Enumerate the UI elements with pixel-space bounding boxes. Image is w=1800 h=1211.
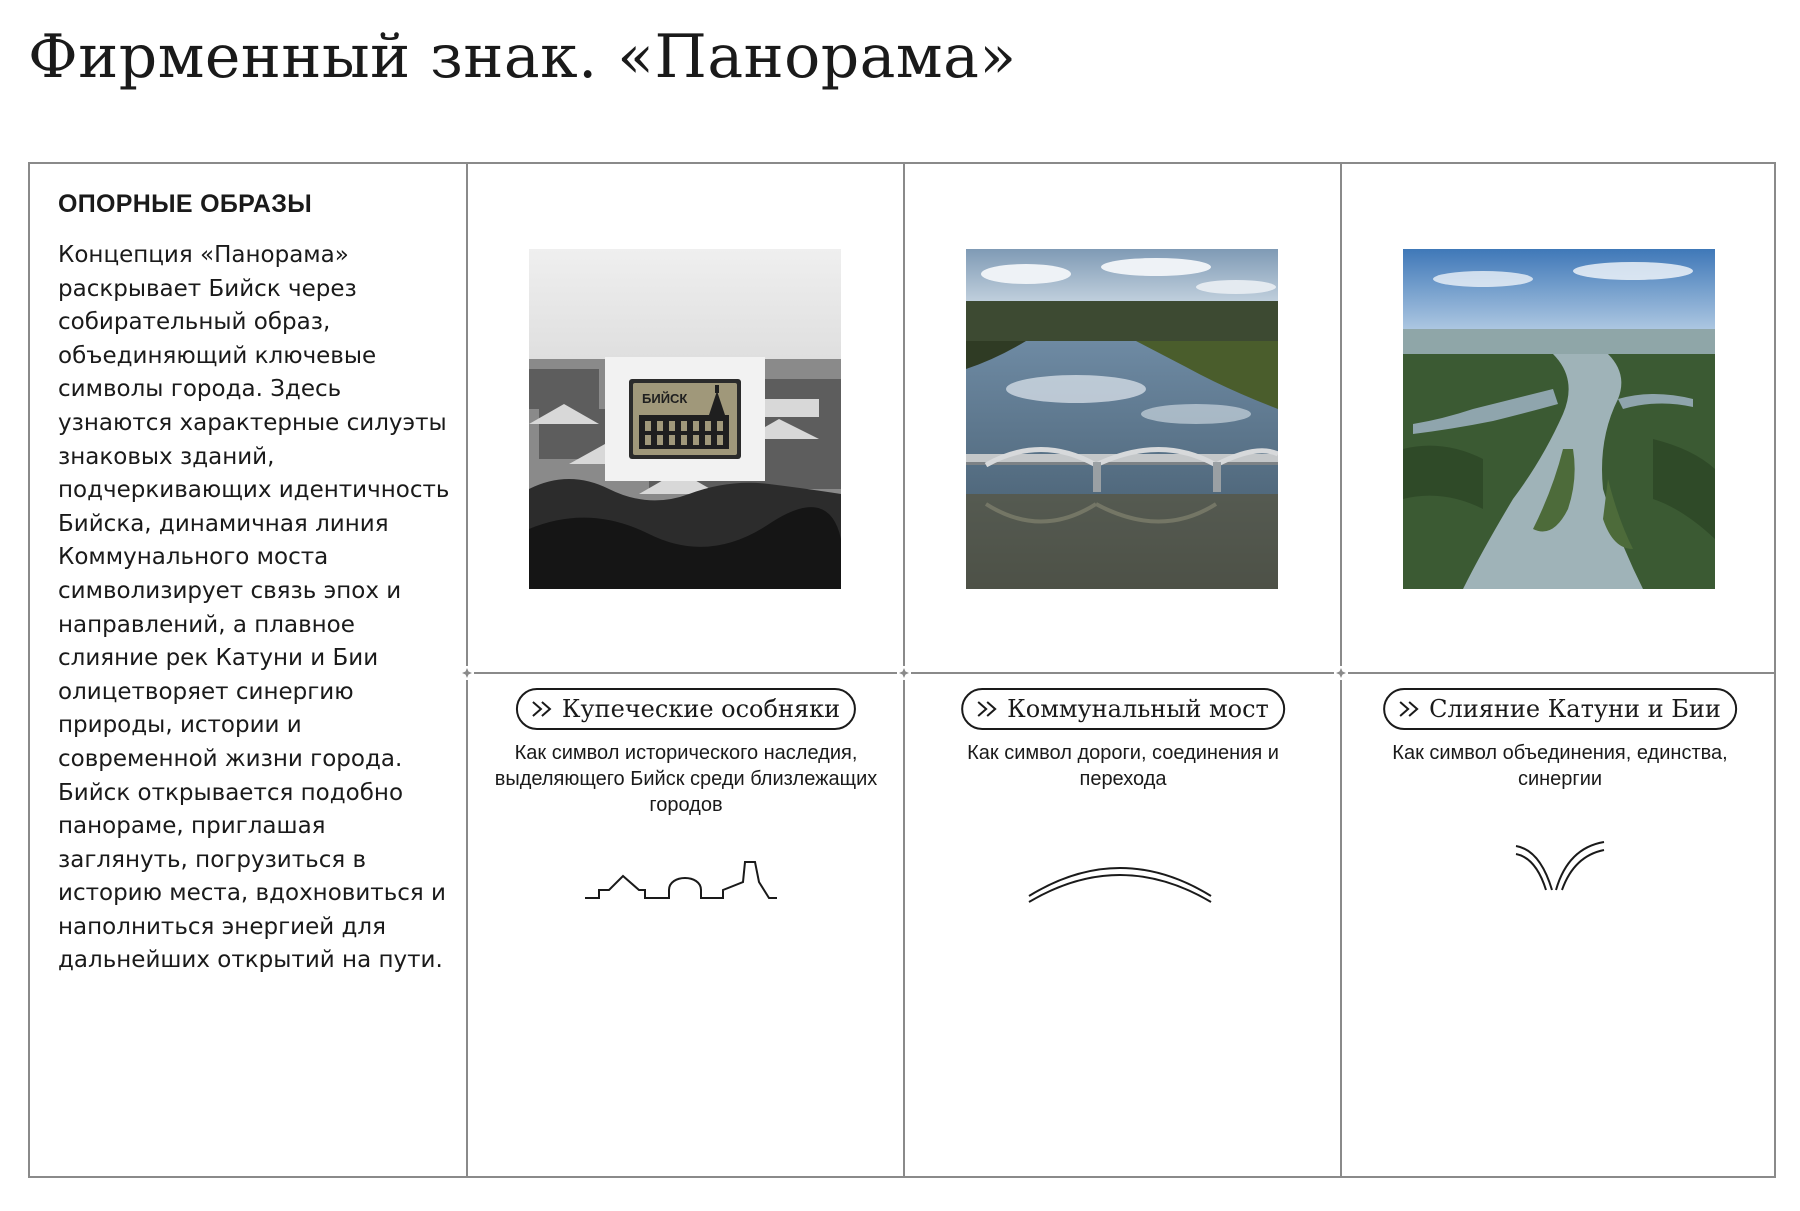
merchant-mansions-photo bbox=[529, 249, 841, 589]
souvenir-badge-text: БИЙСК bbox=[642, 391, 688, 406]
merchant-mansions-caption: Как символ исторического наследия, выделяющего Бийск среди близлежащих городов bbox=[494, 742, 878, 816]
content-board bbox=[28, 162, 1776, 1178]
skyline-sign-icon bbox=[583, 854, 779, 904]
intro-section bbox=[58, 190, 458, 978]
double-chevron-right-icon bbox=[1397, 699, 1423, 719]
merchant-mansions-title-text: Купеческие особняки bbox=[561, 695, 841, 723]
intro-body: Концепция «Панорама» раскрывает Бийск через собирательный образ, объединяющий ключевые символы города. Здесь узнаются характерные силуэты знаковых зданий, подчеркивающих идентичность Бийска, динамичная линия Коммунального моста символизирует связь эпох и направлений, а плавное слияние рек Катуни и Бии олицетворяет синергию природы, истории и современной жизни города. Бийск открывается подобно панораме, приглашая заглянуть, погрузиться в историю места, вдохновиться и наполниться энергией для дальнейших открытий на пути. bbox=[58, 242, 450, 974]
rivers-confluence-title-text: Слияние Катуни и Бии bbox=[1429, 695, 1721, 723]
card-merchant-mansions bbox=[468, 164, 904, 1176]
rivers-confluence-title bbox=[1383, 688, 1737, 730]
double-chevron-right-icon bbox=[530, 699, 556, 719]
card-rivers-confluence bbox=[1342, 164, 1778, 1176]
confluence-sign-icon bbox=[1512, 840, 1608, 896]
merchant-mansions-title bbox=[516, 688, 856, 730]
page-title: Фирменный знак. «Панорама» bbox=[28, 22, 1017, 92]
communal-bridge-title bbox=[961, 688, 1285, 730]
communal-bridge-caption: Как символ дороги, соединения и перехода bbox=[967, 742, 1279, 790]
arch-sign-icon bbox=[1025, 852, 1215, 904]
double-chevron-right-icon bbox=[975, 699, 1001, 719]
river-confluence-photo bbox=[1403, 249, 1715, 589]
bridge-photo bbox=[966, 249, 1278, 589]
rivers-confluence-caption: Как символ объединения, единства, синергии bbox=[1392, 742, 1728, 790]
card-communal-bridge bbox=[905, 164, 1341, 1176]
communal-bridge-title-text: Коммунальный мост bbox=[1007, 695, 1269, 723]
intro-heading: ОПОРНЫЕ ОБРАЗЫ bbox=[58, 190, 312, 218]
